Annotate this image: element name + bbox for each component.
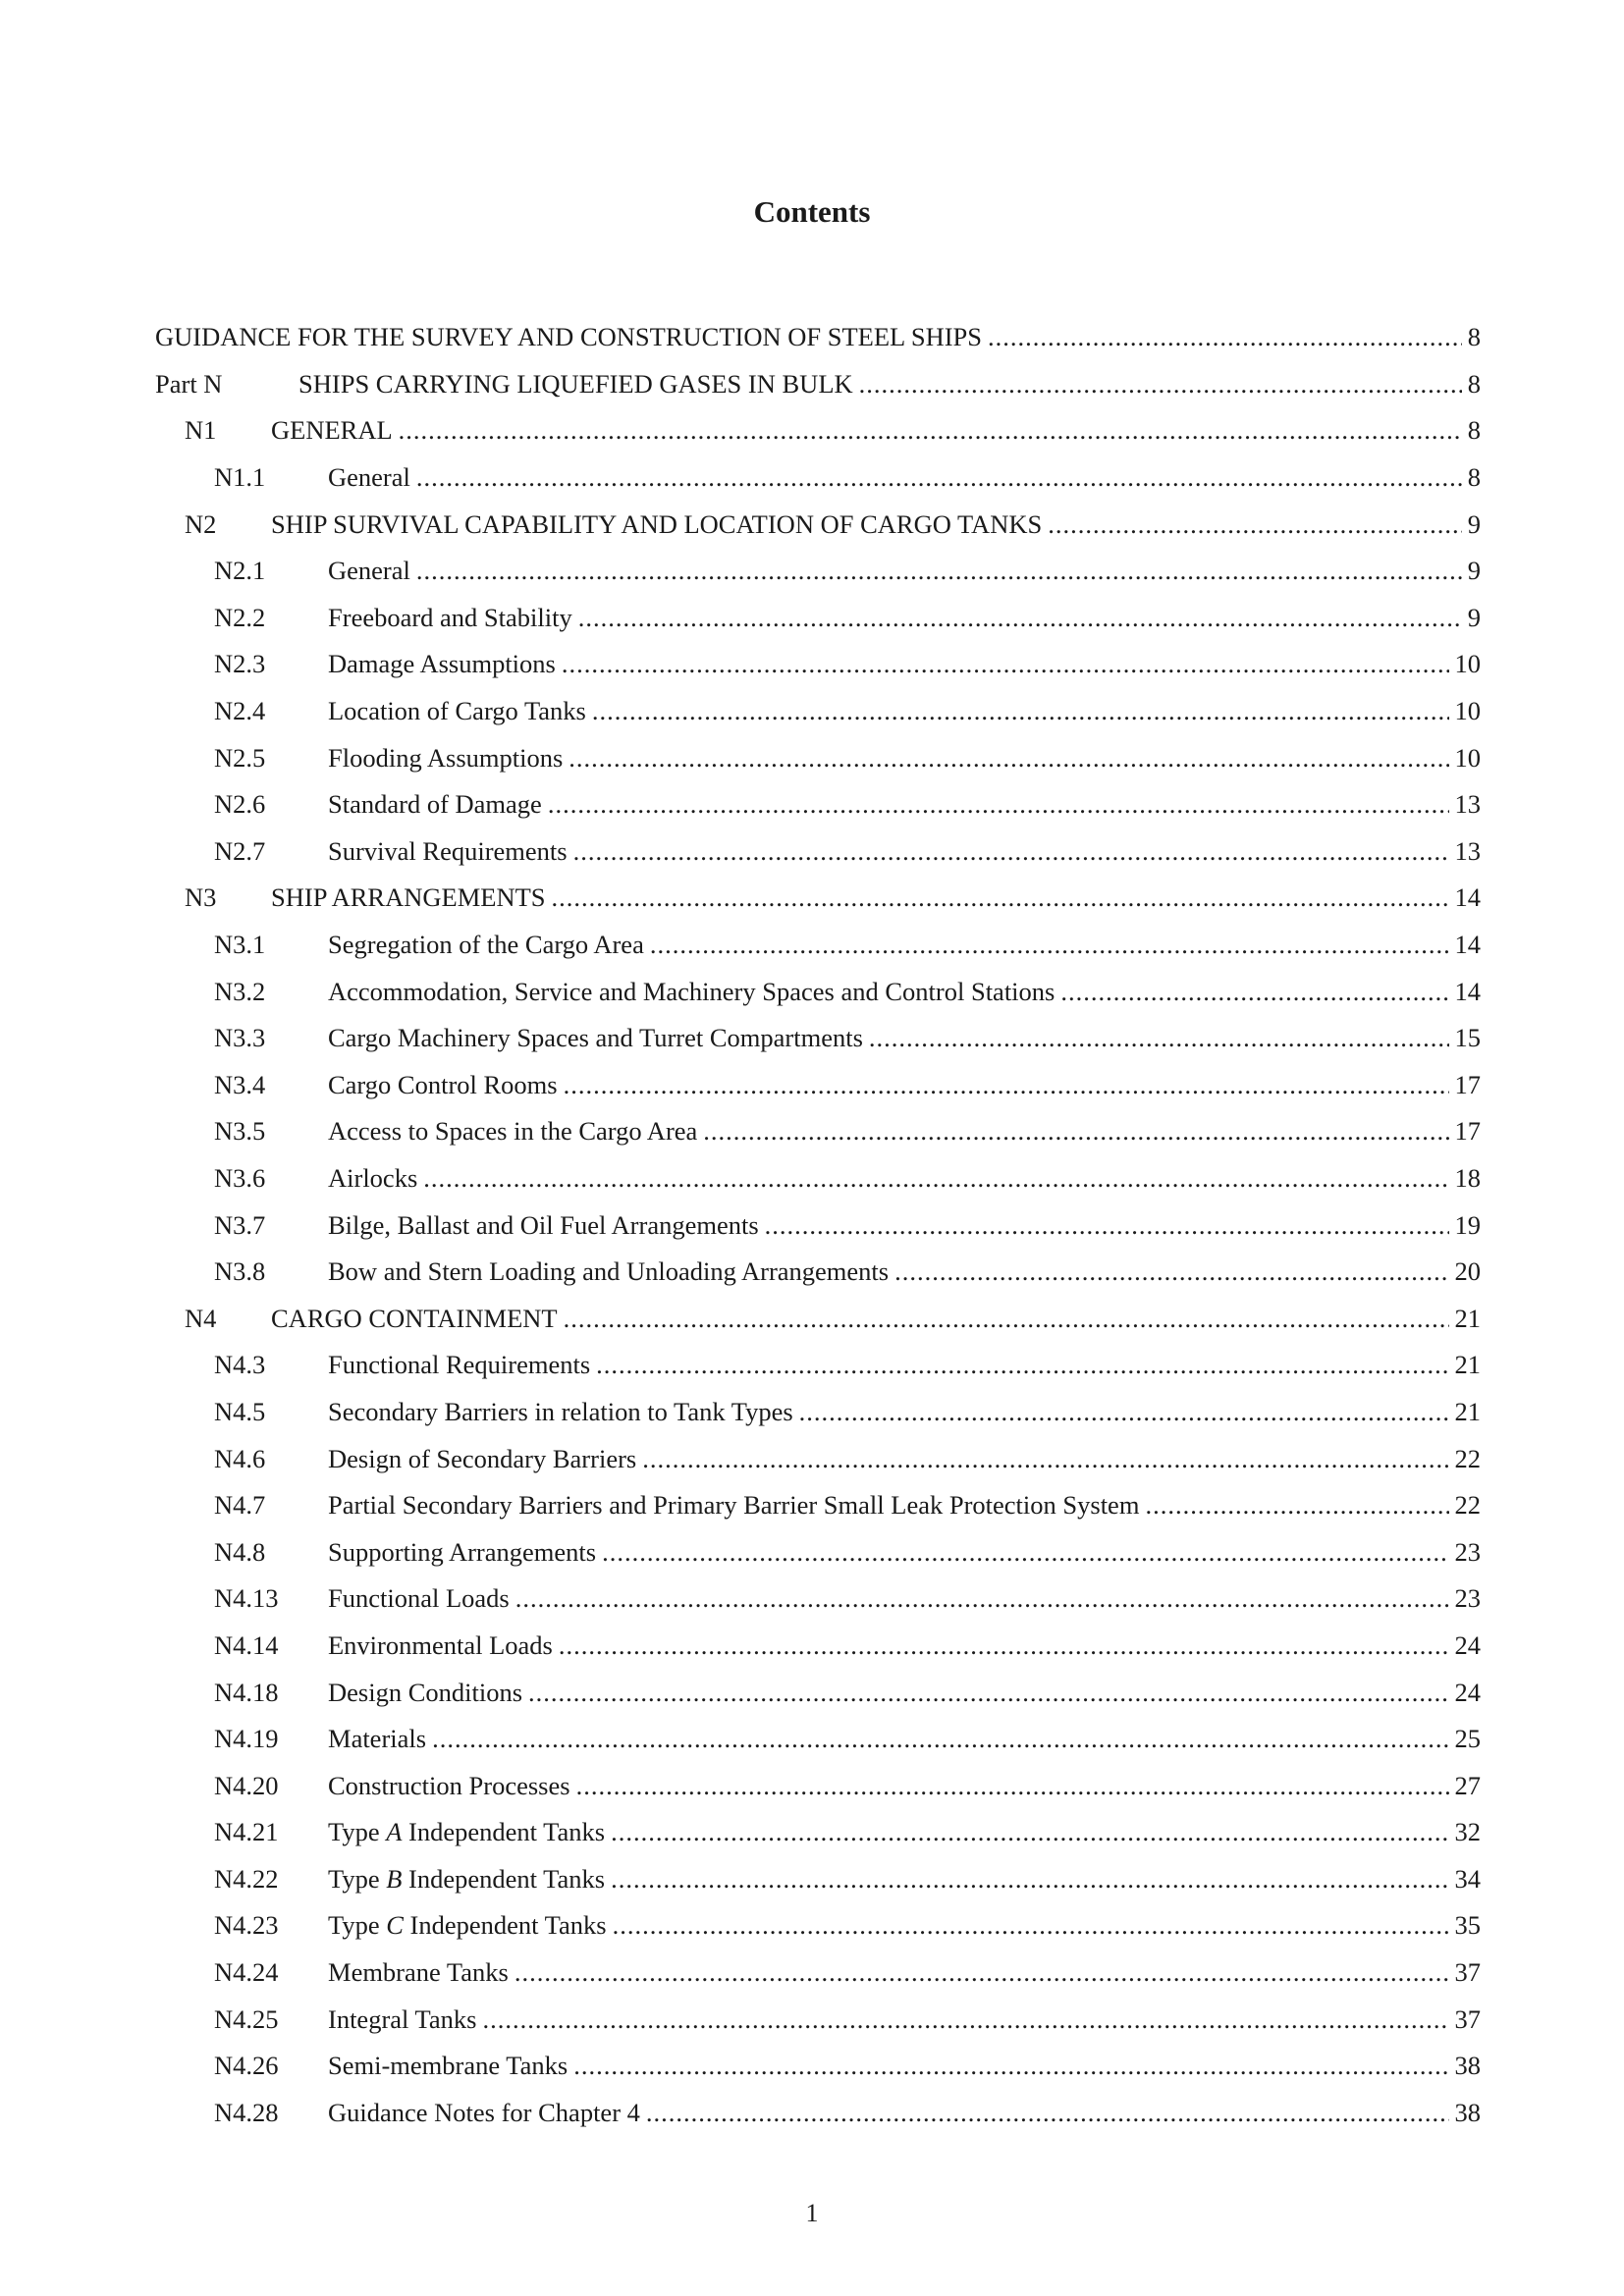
toc-entry-number: N4.19 — [214, 1724, 279, 1754]
toc-entry-page: 24 — [1454, 1677, 1481, 1707]
toc-dot-leader — [514, 1957, 1449, 1988]
toc-entry[interactable] — [155, 1342, 1481, 1389]
toc-dot-leader — [568, 743, 1448, 774]
toc-dot-leader — [1060, 977, 1448, 1007]
toc-entry-page: 27 — [1454, 1770, 1481, 1800]
toc-entry-label: Cargo Machinery Spaces and Turret Compartments — [328, 1023, 869, 1053]
toc-entry-page: 8 — [1467, 322, 1481, 352]
toc-entry-page: 13 — [1454, 835, 1481, 866]
toc-entry-number: N4.23 — [214, 1910, 279, 1941]
toc-dot-leader — [399, 415, 1462, 446]
toc-entry-label: CARGO CONTAINMENT — [271, 1304, 564, 1334]
toc-entry-number: Part N — [155, 368, 223, 399]
toc-entry-label: GENERAL — [271, 415, 399, 446]
toc-dot-leader — [564, 1304, 1449, 1334]
toc-dot-leader — [869, 1023, 1449, 1053]
toc-entry-number: N4.13 — [214, 1583, 279, 1614]
toc-entry-number: N4.14 — [214, 1629, 279, 1660]
toc-entry[interactable] — [155, 1623, 1481, 1670]
toc-entry[interactable] — [155, 361, 1481, 408]
toc-entry[interactable] — [155, 828, 1481, 876]
toc-entry[interactable] — [155, 1856, 1481, 1903]
toc-entry-page: 15 — [1454, 1023, 1481, 1053]
toc-entry-number: N2.7 — [214, 835, 266, 866]
toc-entry[interactable] — [155, 1996, 1481, 2043]
toc-entry-number: N3.3 — [214, 1023, 266, 1053]
toc-entry[interactable] — [155, 1201, 1481, 1249]
toc-entry[interactable] — [155, 1902, 1481, 1949]
toc-dot-leader — [416, 462, 1462, 493]
toc-entry-number: N2.2 — [214, 602, 266, 632]
toc-dot-leader — [646, 2098, 1449, 2128]
toc-entry-label: Type B Independent Tanks — [328, 1864, 611, 1895]
toc-entry-number: N2.6 — [214, 789, 266, 820]
toc-entry-number: N2.5 — [214, 742, 266, 773]
toc-entry-label: Location of Cargo Tanks — [328, 696, 592, 726]
toc-entry-page: 34 — [1454, 1863, 1481, 1894]
toc-entry-label: Partial Secondary Barriers and Primary Barrier Small Leak Protection System — [328, 1490, 1145, 1521]
toc-dot-leader — [799, 1397, 1449, 1427]
toc-entry-number: N3.5 — [214, 1116, 266, 1147]
toc-entry-label: Design of Secondary Barriers — [328, 1444, 642, 1474]
toc-entry-page: 8 — [1467, 462, 1481, 493]
toc-entry[interactable] — [155, 781, 1481, 828]
toc-entry-page: 9 — [1467, 556, 1481, 586]
toc-entry-label: Functional Loads — [328, 1583, 515, 1614]
toc-entry-label: Survival Requirements — [328, 836, 573, 867]
toc-entry[interactable] — [155, 1949, 1481, 1997]
toc-entry-page: 14 — [1454, 976, 1481, 1006]
toc-dot-leader — [482, 2004, 1448, 2035]
toc-entry[interactable] — [155, 875, 1481, 922]
toc-entry-number: N2.4 — [214, 696, 266, 726]
toc-dot-leader — [596, 1350, 1448, 1380]
toc-entry-label: General — [328, 462, 416, 493]
toc-entry[interactable] — [155, 1528, 1481, 1575]
toc-entry[interactable] — [155, 1575, 1481, 1623]
toc-entry-number: N1.1 — [214, 462, 266, 493]
toc-entry[interactable] — [155, 1015, 1481, 1062]
toc-entry[interactable] — [155, 1389, 1481, 1436]
toc-entry-label: Damage Assumptions — [328, 649, 562, 679]
toc-dot-leader — [573, 2051, 1448, 2081]
table-of-contents — [155, 314, 1481, 2136]
toc-dot-leader — [642, 1444, 1448, 1474]
toc-entry[interactable] — [155, 922, 1481, 969]
toc-entry-number: N3.8 — [214, 1256, 266, 1287]
toc-dot-leader — [1048, 509, 1462, 540]
toc-entry-number: N4 — [185, 1303, 217, 1333]
toc-entry[interactable] — [155, 1669, 1481, 1716]
toc-entry-page: 14 — [1454, 930, 1481, 960]
toc-entry-label: Type C Independent Tanks — [328, 1910, 613, 1941]
toc-entry-number: N4.28 — [214, 2097, 279, 2127]
toc-entry-page: 38 — [1454, 2051, 1481, 2081]
toc-dot-leader — [859, 369, 1462, 400]
toc-entry-number: N4.5 — [214, 1396, 266, 1426]
toc-entry-page: 13 — [1454, 789, 1481, 820]
toc-entry-label: Bilge, Ballast and Oil Fuel Arrangements — [328, 1210, 765, 1241]
toc-dot-leader — [611, 1864, 1448, 1895]
toc-entry-page: 17 — [1454, 1069, 1481, 1099]
toc-entry-label: Standard of Damage — [328, 789, 548, 820]
toc-dot-leader — [611, 1817, 1448, 1847]
toc-entry-page: 25 — [1454, 1724, 1481, 1754]
toc-entry[interactable] — [155, 1435, 1481, 1482]
toc-entry-page: 10 — [1454, 696, 1481, 726]
toc-dot-leader — [988, 322, 1462, 352]
toc-dot-leader — [528, 1678, 1448, 1708]
toc-entry-page: 9 — [1467, 508, 1481, 539]
toc-entry[interactable] — [155, 641, 1481, 688]
toc-entry[interactable] — [155, 688, 1481, 735]
toc-entry-page: 17 — [1454, 1116, 1481, 1147]
toc-entry-label: General — [328, 556, 416, 586]
toc-entry-label: Guidance Notes for Chapter 4 — [328, 2098, 646, 2128]
toc-entry-number: N4.3 — [214, 1350, 266, 1380]
toc-entry-page: 23 — [1454, 1536, 1481, 1567]
toc-entry-label: Supporting Arrangements — [328, 1537, 602, 1568]
toc-entry[interactable] — [155, 548, 1481, 595]
toc-entry-label: Integral Tanks — [328, 2004, 482, 2035]
toc-dot-leader — [578, 603, 1462, 633]
toc-entry-label: GUIDANCE FOR THE SURVEY AND CONSTRUCTION OF STEEL SHIPS — [155, 322, 988, 352]
toc-entry-page: 22 — [1454, 1443, 1481, 1473]
toc-entry-label: Access to Spaces in the Cargo Area — [328, 1116, 703, 1147]
toc-entry-number: N4.21 — [214, 1817, 279, 1847]
toc-entry-label: SHIP SURVIVAL CAPABILITY AND LOCATION OF CARGO TANKS — [271, 509, 1048, 540]
toc-entry[interactable] — [155, 1716, 1481, 1763]
toc-entry-number: N4.7 — [214, 1490, 266, 1521]
toc-entry[interactable] — [155, 1062, 1481, 1109]
toc-entry-number: N3.6 — [214, 1162, 266, 1193]
toc-entry-label: Functional Requirements — [328, 1350, 596, 1380]
toc-entry-page: 38 — [1454, 2097, 1481, 2127]
toc-dot-leader — [602, 1537, 1448, 1568]
toc-dot-leader — [703, 1116, 1448, 1147]
toc-entry-label: Semi-membrane Tanks — [328, 2051, 573, 2081]
toc-entry[interactable] — [155, 501, 1481, 548]
toc-entry[interactable] — [155, 407, 1481, 454]
toc-entry-number: N4.18 — [214, 1677, 279, 1707]
toc-entry-page: 20 — [1454, 1256, 1481, 1287]
toc-dot-leader — [562, 649, 1449, 679]
toc-entry-page: 37 — [1454, 2003, 1481, 2034]
toc-entry-page: 23 — [1454, 1583, 1481, 1614]
toc-dot-leader — [1145, 1490, 1448, 1521]
toc-entry[interactable] — [155, 595, 1481, 642]
toc-entry-number: N4.24 — [214, 1957, 279, 1988]
toc-entry-label: Type A Independent Tanks — [328, 1817, 611, 1847]
toc-dot-leader — [613, 1910, 1449, 1941]
toc-entry-number: N4.25 — [214, 2003, 279, 2034]
toc-entry-page: 18 — [1454, 1162, 1481, 1193]
toc-entry-label: Design Conditions — [328, 1678, 528, 1708]
toc-entry-label: SHIPS CARRYING LIQUEFIED GASES IN BULK — [298, 369, 859, 400]
toc-entry-number: N4.8 — [214, 1536, 266, 1567]
toc-entry[interactable] — [155, 2043, 1481, 2090]
toc-entry[interactable] — [155, 734, 1481, 781]
toc-entry[interactable] — [155, 2090, 1481, 2137]
toc-entry-number: N2 — [185, 508, 217, 539]
toc-entry-number: N3.2 — [214, 976, 266, 1006]
toc-entry-page: 37 — [1454, 1957, 1481, 1988]
toc-entry-number: N4.6 — [214, 1443, 266, 1473]
toc-entry[interactable] — [155, 968, 1481, 1015]
toc-entry-number: N3 — [185, 882, 217, 913]
toc-entry-number: N4.20 — [214, 1770, 279, 1800]
toc-entry-label: Construction Processes — [328, 1771, 576, 1801]
toc-entry-page: 21 — [1454, 1396, 1481, 1426]
footer-page-number: 1 — [805, 2199, 819, 2227]
toc-dot-leader — [894, 1256, 1448, 1287]
toc-entry[interactable] — [155, 1155, 1481, 1202]
toc-dot-leader — [416, 556, 1462, 586]
toc-entry-number: N3.7 — [214, 1209, 266, 1240]
toc-entry-page: 14 — [1454, 882, 1481, 913]
toc-entry-number: N4.22 — [214, 1863, 279, 1894]
toc-entry-page: 21 — [1454, 1303, 1481, 1333]
toc-dot-leader — [548, 789, 1449, 820]
toc-entry-label: SHIP ARRANGEMENTS — [271, 882, 552, 913]
toc-entry-number: N1 — [185, 415, 217, 446]
toc-entry[interactable] — [155, 1295, 1481, 1342]
toc-entry[interactable] — [155, 1482, 1481, 1529]
toc-entry-page: 10 — [1454, 742, 1481, 773]
toc-entry-number: N3.4 — [214, 1069, 266, 1099]
toc-dot-leader — [650, 930, 1449, 960]
toc-entry-page: 8 — [1467, 368, 1481, 399]
toc-entry-page: 10 — [1454, 649, 1481, 679]
toc-entry-label: Materials — [328, 1724, 432, 1754]
toc-entry[interactable] — [155, 1108, 1481, 1155]
toc-entry[interactable] — [155, 314, 1481, 361]
toc-entry-page: 35 — [1454, 1910, 1481, 1941]
toc-entry[interactable] — [155, 454, 1481, 502]
toc-entry[interactable] — [155, 1249, 1481, 1296]
toc-entry-label: Bow and Stern Loading and Unloading Arrangements — [328, 1256, 894, 1287]
toc-dot-leader — [423, 1163, 1448, 1194]
toc-entry-page: 24 — [1454, 1629, 1481, 1660]
toc-entry-page: 19 — [1454, 1209, 1481, 1240]
toc-dot-leader — [592, 696, 1449, 726]
toc-entry-page: 32 — [1454, 1817, 1481, 1847]
toc-entry-label: Membrane Tanks — [328, 1957, 514, 1988]
toc-entry-label: Airlocks — [328, 1163, 423, 1194]
toc-entry-page: 8 — [1467, 415, 1481, 446]
toc-entry-label: Freeboard and Stability — [328, 603, 578, 633]
toc-dot-leader — [765, 1210, 1449, 1241]
toc-entry-label: Accommodation, Service and Machinery Spaces and Control Stations — [328, 977, 1060, 1007]
toc-entry[interactable] — [155, 1762, 1481, 1809]
toc-dot-leader — [564, 1070, 1449, 1100]
toc-entry-label: Secondary Barriers in relation to Tank Types — [328, 1397, 799, 1427]
toc-entry-number: N3.1 — [214, 930, 266, 960]
toc-entry-label: Environmental Loads — [328, 1630, 559, 1661]
toc-dot-leader — [515, 1583, 1449, 1614]
toc-entry-label: Flooding Assumptions — [328, 743, 568, 774]
toc-entry[interactable] — [155, 1809, 1481, 1856]
toc-dot-leader — [576, 1771, 1449, 1801]
toc-dot-leader — [559, 1630, 1449, 1661]
toc-entry-number: N2.3 — [214, 649, 266, 679]
toc-entry-page: 22 — [1454, 1490, 1481, 1521]
toc-dot-leader — [552, 882, 1449, 913]
page-title: Contents — [753, 194, 871, 229]
toc-entry-label: Cargo Control Rooms — [328, 1070, 564, 1100]
toc-dot-leader — [432, 1724, 1448, 1754]
toc-entry-page: 21 — [1454, 1350, 1481, 1380]
toc-entry-number: N4.26 — [214, 2051, 279, 2081]
toc-entry-label: Segregation of the Cargo Area — [328, 930, 650, 960]
toc-entry-page: 9 — [1467, 602, 1481, 632]
toc-entry-number: N2.1 — [214, 556, 266, 586]
toc-dot-leader — [573, 836, 1449, 867]
